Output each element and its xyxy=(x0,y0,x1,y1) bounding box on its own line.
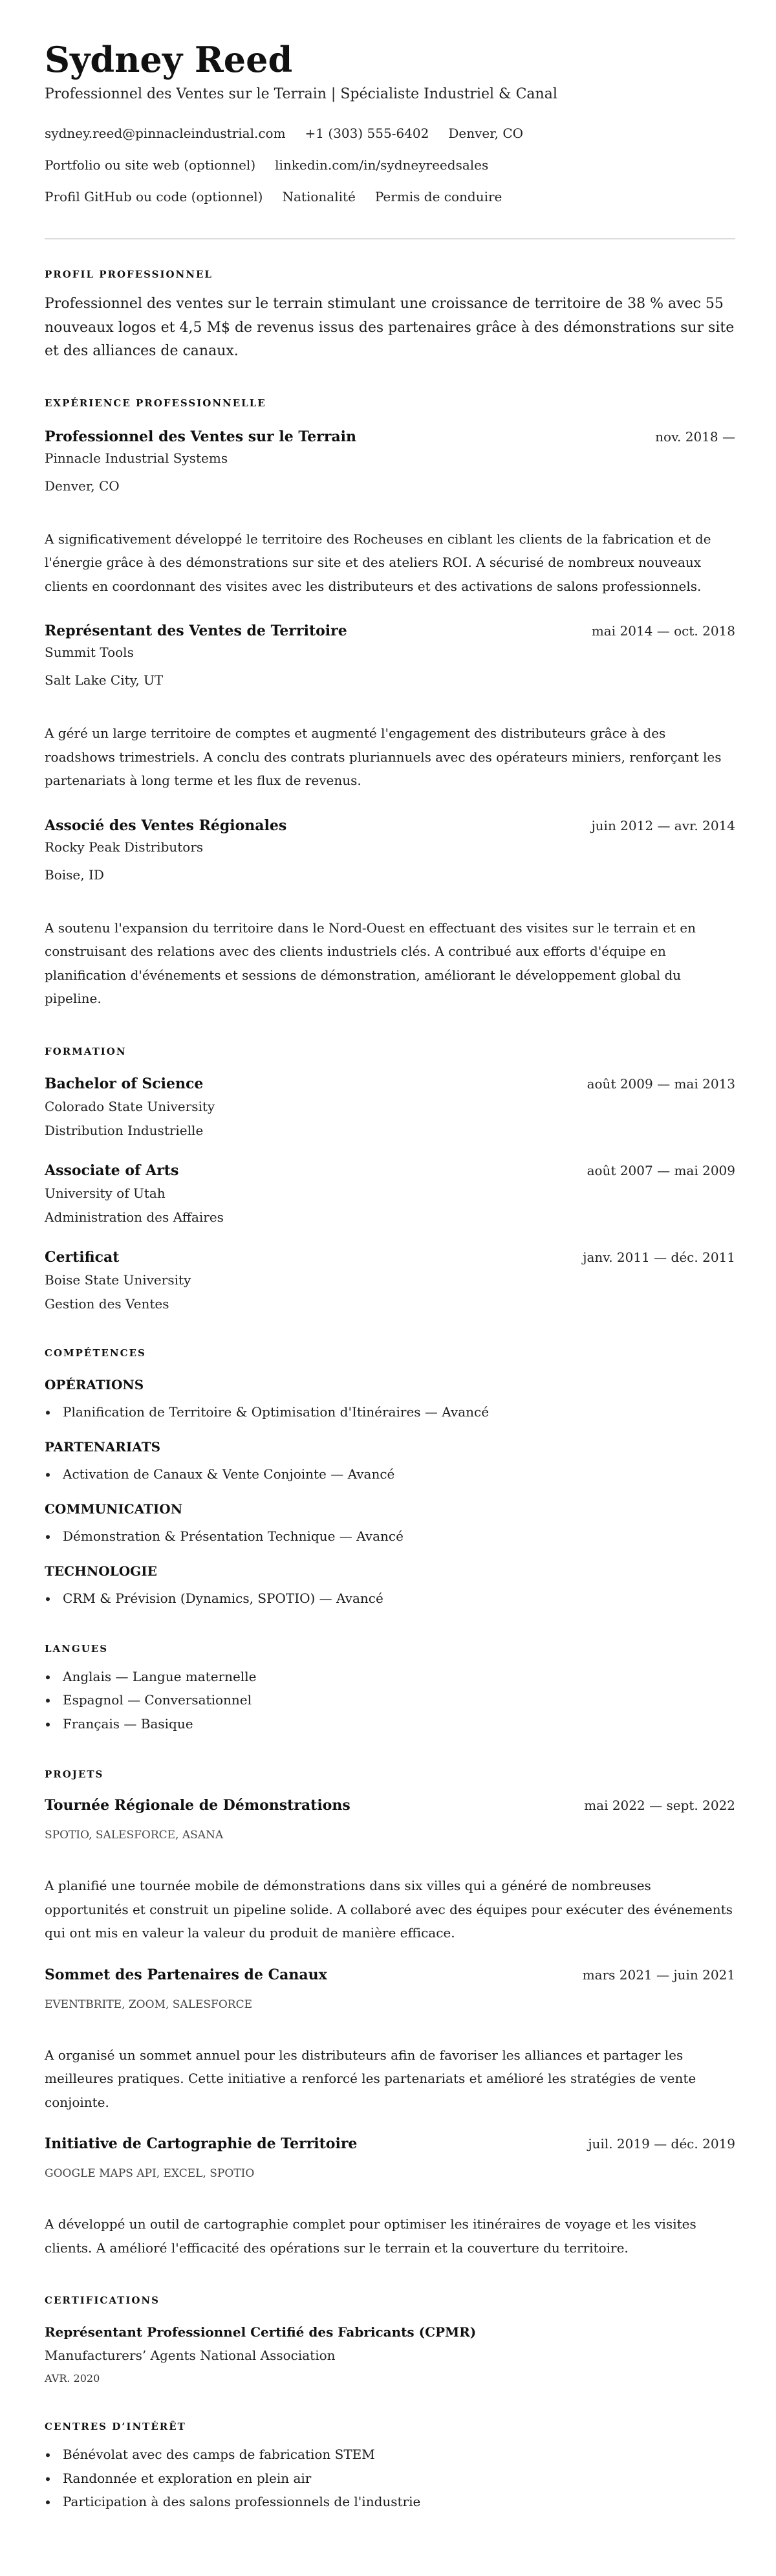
school-name: Colorado State University xyxy=(45,1098,215,1114)
skill-list xyxy=(45,1464,735,1484)
language-item: Anglais — Langue maternelle xyxy=(45,1665,735,1689)
entry-title: Certificat xyxy=(45,1248,120,1266)
school-name: Boise State University xyxy=(45,1271,191,1288)
email-link[interactable]: sydney.reed@pinnacleindustrial.com xyxy=(45,126,286,141)
education-item xyxy=(45,1161,735,1227)
section-heading: CENTRES D’INTÉRÊT xyxy=(45,2421,186,2432)
certification-item xyxy=(45,2323,735,2386)
entry-title: Sommet des Partenaires de Canaux xyxy=(45,1966,327,1983)
project-description: A planifié une tournée mobile de démonstrations dans six villes qui a généré de nombreuses opportunités et construit un pipeline solide. A collaboré avec des équipes pour exécuter des événements qui ont mis en valeur la valeur du produit de manière efficace. xyxy=(45,1878,733,1941)
skill-item: Activation de Canaux & Vente Conjointe — Avancé xyxy=(45,1464,735,1484)
phone-number: +1 (303) 555-6402 xyxy=(305,126,429,141)
job-description: A significativement développé le territoire des Rocheuses en ciblant les clients de la fabrication et de l'énergie grâce à des démonstrations sur site et des ateliers ROI. A sécurisé de nombreux nouveaux clients en coordonnant des visites avec les distributeurs et des activations de salons professionnels. xyxy=(45,531,711,594)
entry-header xyxy=(45,2134,735,2153)
contact-row xyxy=(45,188,735,206)
certifications-section xyxy=(45,2294,735,2386)
entry-title: Associate of Arts xyxy=(45,1161,179,1179)
skill-category: TECHNOLOGIE xyxy=(45,1563,157,1579)
entry-dates: juil. 2019 — déc. 2019 xyxy=(588,2136,735,2152)
entry-dates: mai 2022 — sept. 2022 xyxy=(584,1798,735,1813)
entry-dates: juin 2012 — avr. 2014 xyxy=(591,817,735,833)
education-item xyxy=(45,1074,735,1140)
portfolio-link[interactable]: Portfolio ou site web (optionnel) xyxy=(45,157,256,173)
entry-header xyxy=(45,1796,735,1815)
section-heading: LANGUES xyxy=(45,1642,109,1655)
skill-item: CRM & Prévision (Dynamics, SPOTIO) — Avancé xyxy=(45,1589,735,1608)
interest-item: Participation à des salons professionnels de l'industrie xyxy=(45,2490,735,2514)
company-name: Rocky Peak Distributors xyxy=(45,839,204,855)
skill-list xyxy=(45,1526,735,1546)
summary-section xyxy=(45,268,735,364)
entry-header xyxy=(45,816,735,835)
experience-item xyxy=(45,816,735,1011)
field-of-study: Gestion des Ventes xyxy=(45,1295,169,1312)
nationality: Nationalité xyxy=(282,189,356,204)
entry-header xyxy=(45,1074,735,1094)
entry-title: Associé des Ventes Régionales xyxy=(45,817,287,834)
experience-section xyxy=(45,397,735,1011)
certification-issuer: Manufacturers’ Agents National Association xyxy=(45,2348,336,2363)
summary-text: Professionnel des ventes sur le terrain stimulant une croissance de territoire de 38 % avec 55 nouveaux logos et 4,5 M$ de revenus issus des partenaires grâce à des démonstrations sur site et des alliances de canaux. xyxy=(45,296,735,359)
project-item xyxy=(45,1796,735,1945)
entry-title: Représentant des Ventes de Territoire xyxy=(45,622,347,639)
contact-row xyxy=(45,124,735,142)
skill-item: Planification de Territoire & Optimisation d'Itinéraires — Avancé xyxy=(45,1402,735,1422)
job-description: A soutenu l'expansion du territoire dans le Nord-Ouest en effectuant des visites sur le terrain et en construisant des relations avec des clients industriels clés. A contribué aux efforts d'équipe en planification d'événements et sessions de démonstration, améliorant le développement global du pipeline. xyxy=(45,919,696,1006)
location: Denver, CO xyxy=(448,126,524,141)
projects-section xyxy=(45,1768,735,2260)
candidate-title: Professionnel des Ventes sur le Terrain | Spécialiste Industriel & Canal xyxy=(45,86,557,102)
project-tools: GOOGLE MAPS API, EXCEL, SPOTIO xyxy=(45,2167,255,2180)
project-tools: EVENTBRITE, ZOOM, SALESFORCE xyxy=(45,1998,252,2011)
certification-date: AVR. 2020 xyxy=(45,2372,100,2384)
entry-title: Tournée Régionale de Démonstrations xyxy=(45,1797,350,1814)
school-name: University of Utah xyxy=(45,1185,166,1201)
header-divider xyxy=(45,238,735,239)
experience-item xyxy=(45,427,735,599)
contact-row xyxy=(45,156,735,174)
interest-item: Bénévolat avec des camps de fabrication STEM xyxy=(45,2443,735,2467)
skill-list xyxy=(45,1589,735,1608)
certification-name: Représentant Professionnel Certifié des Fabricants (CPMR) xyxy=(45,2324,477,2340)
language-item: Espagnol — Conversationnel xyxy=(45,1688,735,1712)
field-of-study: Distribution Industrielle xyxy=(45,1122,204,1138)
project-description: A développé un outil de cartographie complet pour optimiser les itinéraires de voyage et les visites clients. A amélioré l'efficacité des opérations sur le terrain et la couverture du territoire. xyxy=(45,2216,696,2256)
entry-dates: août 2007 — mai 2009 xyxy=(587,1162,735,1178)
github-link[interactable]: Profil GitHub ou code (optionnel) xyxy=(45,189,263,204)
experience-item xyxy=(45,621,735,793)
entry-dates: août 2009 — mai 2013 xyxy=(587,1075,735,1092)
entry-header xyxy=(45,1248,735,1267)
resume-header xyxy=(45,39,735,206)
entry-title: Bachelor of Science xyxy=(45,1075,204,1092)
section-heading: EXPÉRIENCE PROFESSIONNELLE xyxy=(45,397,266,409)
skill-list xyxy=(45,1402,735,1422)
education-section xyxy=(45,1045,735,1314)
section-heading: COMPÉTENCES xyxy=(45,1347,146,1359)
entry-header xyxy=(45,1161,735,1180)
entry-dates: janv. 2011 — déc. 2011 xyxy=(583,1249,735,1265)
education-item xyxy=(45,1248,735,1314)
interests-section xyxy=(45,2420,735,2514)
entry-dates: nov. 2018 — xyxy=(655,428,735,445)
entry-dates: mai 2014 — oct. 2018 xyxy=(591,623,735,639)
entry-title: Initiative de Cartographie de Territoire xyxy=(45,2135,358,2152)
entry-header xyxy=(45,621,735,641)
section-heading: PROJETS xyxy=(45,1768,104,1780)
entry-header xyxy=(45,427,735,446)
driving-license: Permis de conduire xyxy=(374,189,502,204)
entry-title: Professionnel des Ventes sur le Terrain xyxy=(45,428,357,445)
skill-category: PARTENARIATS xyxy=(45,1438,161,1455)
project-description: A organisé un sommet annuel pour les distributeurs afin de favoriser les alliances et partager les meilleures pratiques. Cette initiative a renforcé les partenariats et amélioré les stratégies de vente conjointe. xyxy=(45,2047,696,2110)
entry-header xyxy=(45,1965,735,1985)
candidate-name: Sydney Reed xyxy=(45,39,293,80)
skill-category: COMMUNICATION xyxy=(45,1501,182,1517)
linkedin-link[interactable]: linkedin.com/in/sydneyreedsales xyxy=(275,157,489,173)
skill-category: OPÉRATIONS xyxy=(45,1376,144,1393)
skills-section xyxy=(45,1347,735,1608)
section-heading: PROFIL PROFESSIONNEL xyxy=(45,269,213,280)
job-location: Denver, CO xyxy=(45,478,120,494)
languages-section xyxy=(45,1642,735,1736)
section-heading: CERTIFICATIONS xyxy=(45,2295,160,2306)
project-item xyxy=(45,1965,735,2115)
job-location: Salt Lake City, UT xyxy=(45,672,164,688)
entry-dates: mars 2021 — juin 2021 xyxy=(582,1966,735,1983)
company-name: Pinnacle Industrial Systems xyxy=(45,450,228,466)
skill-item: Démonstration & Présentation Technique — Avancé xyxy=(45,1526,735,1546)
job-description: A géré un large territoire de comptes et augmenté l'engagement des distributeurs grâce à des roadshows trimestriels. A conclu des contrats pluriannuels avec des opérateurs miniers, renforçant les partenariats à long terme et les flux de revenus. xyxy=(45,725,722,788)
interest-item: Randonnée et exploration en plein air xyxy=(45,2467,735,2491)
project-tools: SPOTIO, SALESFORCE, ASANA xyxy=(45,1829,224,1842)
job-location: Boise, ID xyxy=(45,866,104,883)
company-name: Summit Tools xyxy=(45,644,134,660)
project-item xyxy=(45,2134,735,2260)
language-item: Français — Basique xyxy=(45,1712,735,1736)
field-of-study: Administration des Affaires xyxy=(45,1209,224,1225)
section-heading: FORMATION xyxy=(45,1045,127,1057)
